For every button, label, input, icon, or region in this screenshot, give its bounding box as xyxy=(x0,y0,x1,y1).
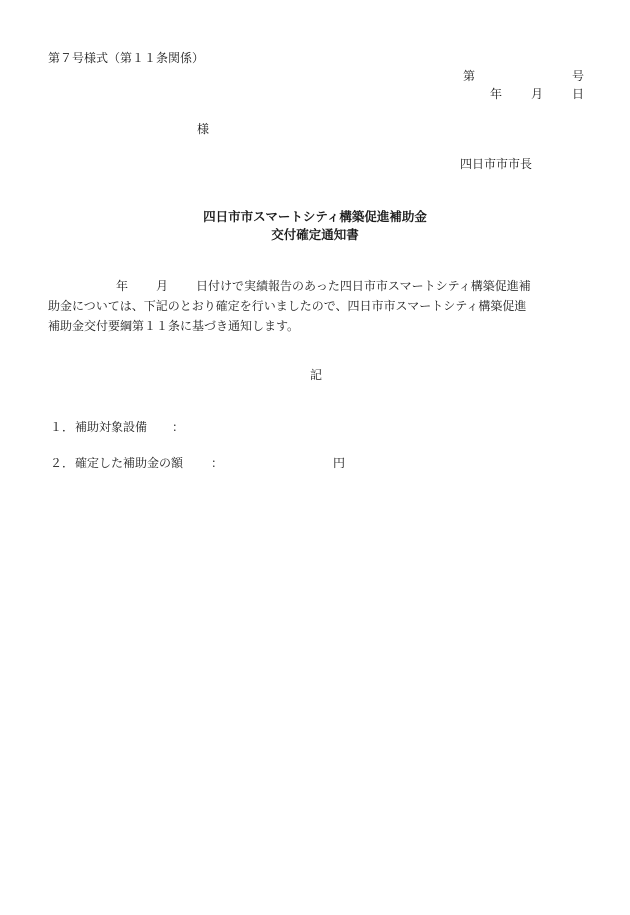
item-label: 補助対象設備 xyxy=(75,420,148,434)
body-line-3: 補助金交付要綱第１１条に基づき通知します。 xyxy=(48,319,300,333)
body-year: 年 xyxy=(116,279,129,293)
notice-body xyxy=(48,276,588,336)
document-number-suffix: 号 xyxy=(572,69,585,83)
item-separator: ： xyxy=(211,456,224,470)
document-title-line1: 四日市市スマートシティ構築促進補助金 xyxy=(203,209,427,224)
document-number-prefix: 第 xyxy=(463,69,476,83)
item-separator: ： xyxy=(172,420,185,434)
date-year: 年 xyxy=(490,87,503,101)
date-day: 日 xyxy=(572,87,585,101)
form-number: 第７号様式（第１１条関係） xyxy=(48,51,205,65)
body-line-2: 助金については、下記のとおり確定を行いましたので、四日市市スマートシティ構築促進 xyxy=(48,299,527,313)
body-line-1-text: 日付けで実績報告のあった四日市市スマートシティ構築促進補 xyxy=(196,279,531,293)
item-unit: 円 xyxy=(333,456,346,470)
issuer-name: 四日市市市長 xyxy=(460,157,533,171)
ki-heading: 記 xyxy=(310,368,323,382)
item-number: ２． xyxy=(50,456,75,470)
item-label: 確定した補助金の額 xyxy=(75,456,184,470)
body-month: 月 xyxy=(156,279,169,293)
item-number: １． xyxy=(50,420,75,434)
addressee-honorific: 様 xyxy=(197,122,210,136)
date-month: 月 xyxy=(531,87,544,101)
body-line-1 xyxy=(48,276,588,296)
document-title-line2: 交付確定通知書 xyxy=(271,227,359,242)
